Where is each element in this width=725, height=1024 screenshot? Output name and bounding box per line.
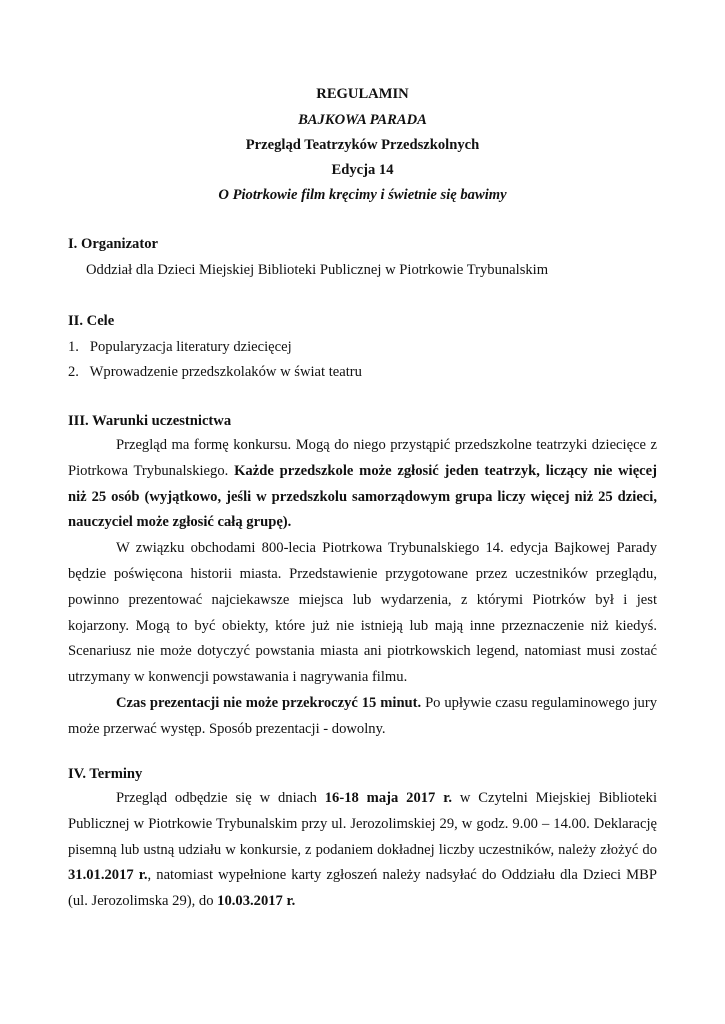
edition-label: Edycja 14: [331, 162, 394, 178]
dates-text: [68, 786, 657, 915]
conditions-paragraph-2: W związku obchodami 800-lecia Piotrkowa Trybunalskiego 14. edycja Bajkowej Parady będzie poświęcona historii miasta. Przedstawienie przygotowane przez uczestników przeglądu, powinno prezentować najciekawsze miejsca lub wydarzenia, z którymi Piotrków był i jest kojarzony. Mogą to być obiekty, które już nie istnieją lub mają inne przeznaczenie niż kiedyś. Scenariusz nie może dotyczyć powstania miasta ani piotrkowskich legend, natomiast musi zostać utrzymany w konwencji powstawania i nagrywania filmu.: [68, 540, 657, 686]
form-deadline: 10.03.2017 r.: [217, 893, 296, 910]
conditions-p3-plain: Po upływie czasu regulaminowego jury może przerwać występ. Sposób prezentacji - dowolny.: [68, 694, 657, 737]
dates-text-1: Przegląd odbędzie się w dniach: [116, 790, 325, 806]
document-subtitle: BAJKOWA PARADA: [298, 112, 427, 128]
motto: O Piotrkowie film kręcimy i świetnie się bawimy: [218, 187, 507, 203]
section-organizer-heading: I. Organizator: [68, 236, 158, 252]
section-conditions-heading: III. Warunki uczestnictwa: [68, 413, 232, 429]
section-goals-heading: II. Cele: [68, 313, 115, 329]
dates-paragraph: [68, 786, 657, 915]
conditions-text: [68, 433, 657, 743]
presentation-time-limit: Czas prezentacji nie może przekroczyć 15 minut.: [116, 694, 422, 711]
conditions-paragraph-1: [68, 433, 657, 536]
conditions-p1-plain: Przegląd ma formę konkursu. Mogą do niego przystąpić przedszkolne teatrzyki dziecięce z Piotrkowa Trybunalskiego.: [68, 437, 657, 479]
section-dates-heading: IV. Terminy: [68, 766, 143, 782]
event-dates: 16-18 maja 2017 r.: [324, 790, 453, 806]
goal-item: 1. Popularyzacja literatury dziecięcej: [68, 339, 292, 355]
document-title: REGULAMIN: [316, 86, 409, 102]
conditions-paragraph-3: [68, 691, 657, 743]
declaration-deadline: 31.01.2017 r.: [68, 867, 148, 884]
dates-text-3: , natomiast wypełnione karty zgłoszeń należy nadsyłać do Oddziału dla Dzieci MBP (ul. Jerozolimska 29), do: [68, 867, 657, 910]
goal-item: 2. Wprowadzenie przedszkolaków w świat teatru: [68, 364, 362, 380]
conditions-p1-bold: Każde przedszkole może zgłosić jeden teatrzyk, liczący nie więcej niż 25 osób (wyjątkowo, jeśli w przedszkolu samorządowym grupa liczy więcej niż 25 dzieci, nauczyciel może zgłosić całą grupę).: [68, 462, 657, 531]
section-organizer-text: Oddział dla Dzieci Miejskiej Biblioteki Publicznej w Piotrkowie Trybunalskim: [86, 262, 549, 278]
event-name: Przegląd Teatrzyków Przedszkolnych: [245, 137, 480, 153]
dates-text-2: w Czytelni Miejskiej Biblioteki Publicznej w Piotrkowie Trybunalskim przy ul. Jerozolimskiej 29, w godz. 9.00 – 14.00. Deklarację pisemną lub ustną udziału w konkursie, z podaniem dokładnej liczby uczestników, należy złożyć do: [68, 790, 657, 858]
